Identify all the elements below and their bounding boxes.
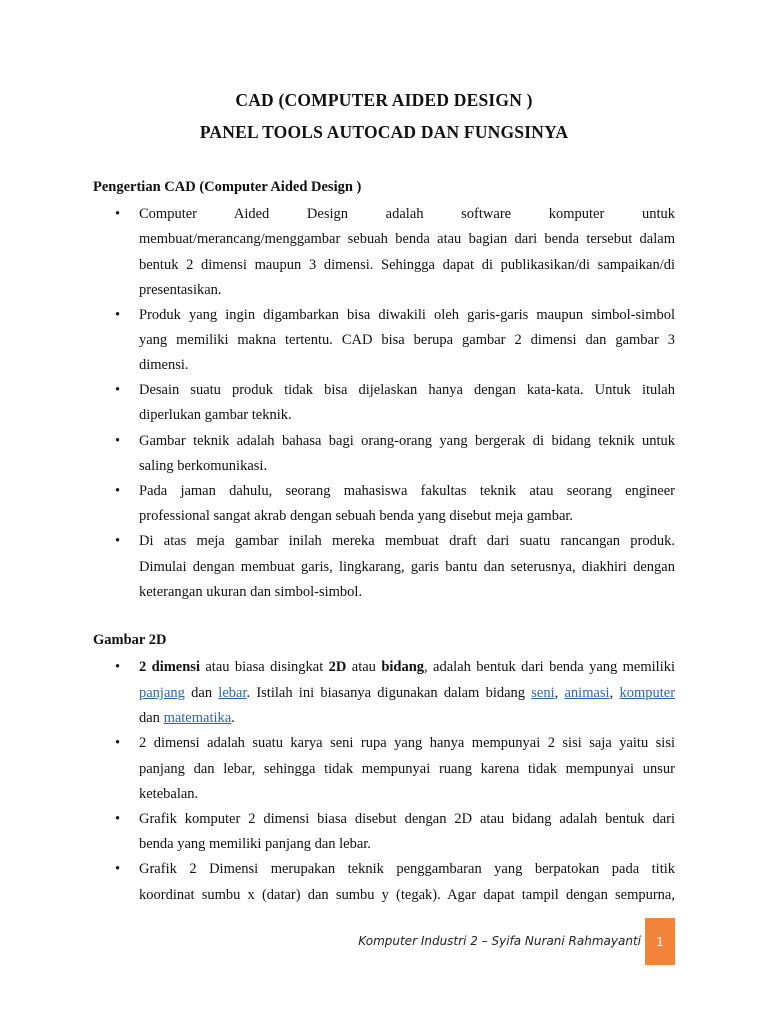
link-animasi[interactable]: animasi	[564, 685, 610, 701]
bullet-4: •	[115, 433, 121, 449]
link-panjang[interactable]: panjang	[139, 685, 185, 701]
para-line: koordinat sumbu x (datar) dan sumbu y (tegak). Agar dapat tampil dengan sempurna,	[139, 887, 675, 903]
para-line: panjang dan lebar. Istilah ini biasanya digunakan dalam bidang seni, animasi, komputer	[139, 685, 676, 701]
para-line: Gambar teknik adalah bahasa bagi orang-orang yang bergerak di bidang teknik untuk	[139, 433, 675, 449]
bullet-9: •	[115, 811, 121, 827]
page-number-badge: 1	[645, 918, 675, 965]
para-line: professional sangat akrab dengan sebuah benda yang disebut meja gambar.	[139, 508, 574, 524]
link-komputer[interactable]: komputer	[619, 685, 676, 701]
section-heading-2d: Gambar 2D	[93, 632, 167, 648]
document-subtitle: PANEL TOOLS AUTOCAD DAN FUNGSINYA	[199, 122, 569, 142]
bullet-7: •	[115, 659, 121, 675]
bold-term: bidang	[381, 659, 425, 675]
bullet-3: •	[115, 382, 121, 398]
link-seni[interactable]: seni	[531, 685, 555, 701]
bullet-2: •	[115, 307, 121, 323]
para-line: Desain suatu produk tidak bisa dijelaskan hanya dengan kata-kata. Untuk itulah	[139, 382, 675, 398]
para-line: Pada jaman dahulu, seorang mahasiswa fakultas teknik atau seorang engineer	[139, 483, 675, 499]
para-line: Grafik 2 Dimensi merupakan teknik penggambaran yang berpatokan pada titik	[139, 861, 675, 877]
para-line: 2 dimensi adalah suatu karya seni rupa yang hanya mempunyai 2 sisi saja yaitu sisi	[139, 735, 675, 751]
bullet-6: •	[115, 533, 121, 549]
para-line: dan matematika.	[139, 710, 235, 726]
link-matematika[interactable]: matematika	[163, 710, 232, 726]
bold-term: 2D	[328, 659, 347, 675]
para-line: membuat/merancang/menggambar sebuah benda atau bagian dari benda tersebut dalam	[139, 231, 675, 247]
para-line: presentasikan.	[139, 282, 222, 298]
para-line: Computer Aided Design adalah software komputer untuk	[139, 206, 675, 222]
para-line: Produk yang ingin digambarkan bisa diwakili oleh garis-garis maupun simbol-simbol	[139, 307, 675, 323]
footer-author: Komputer Industri 2 – Syifa Nurani Rahmayanti	[358, 934, 641, 948]
para-line: dimensi.	[139, 357, 189, 373]
section-heading-cad: Pengertian CAD (Computer Aided Design )	[93, 179, 362, 195]
bullet-8: •	[115, 735, 121, 751]
para-line: ketebalan.	[139, 786, 199, 802]
bullet-5: •	[115, 483, 121, 499]
para-line: saling berkomunikasi.	[139, 458, 268, 474]
para-line: Grafik komputer 2 dimensi biasa disebut dengan 2D atau bidang adalah bentuk dari	[139, 811, 675, 827]
para-line: Di atas meja gambar inilah mereka membuat draft dari suatu rancangan produk.	[139, 533, 675, 549]
para-line: keterangan ukuran dan simbol-simbol.	[139, 584, 363, 600]
document-title: CAD (COMPUTER AIDED DESIGN )	[235, 90, 533, 110]
para-line: Dimulai dengan membuat garis, lingkarang, garis bantu dan seterusnya, diakhiri dengan	[139, 559, 675, 575]
bullet-10: •	[115, 861, 121, 877]
para-line: bentuk 2 dimensi maupun 3 dimensi. Sehingga dapat di publikasikan/di sampaikan/di	[139, 257, 675, 273]
para-line: yang memiliki makna tertentu. CAD bisa berupa gambar 2 dimensi dan gambar 3	[139, 332, 675, 348]
bold-term: 2 dimensi	[139, 659, 200, 675]
para-line: benda yang memiliki panjang dan lebar.	[139, 836, 371, 852]
para-line: 2 dimensi atau biasa disingkat 2D atau bidang, adalah bentuk dari benda yang memiliki	[139, 659, 676, 675]
link-lebar[interactable]: lebar	[218, 685, 247, 701]
para-line: diperlukan gambar teknik.	[139, 407, 292, 423]
bullet-1: •	[115, 206, 121, 222]
para-line: panjang dan lebar, sehingga tidak mempunyai ruang karena tidak mempunyai unsur	[139, 761, 675, 777]
